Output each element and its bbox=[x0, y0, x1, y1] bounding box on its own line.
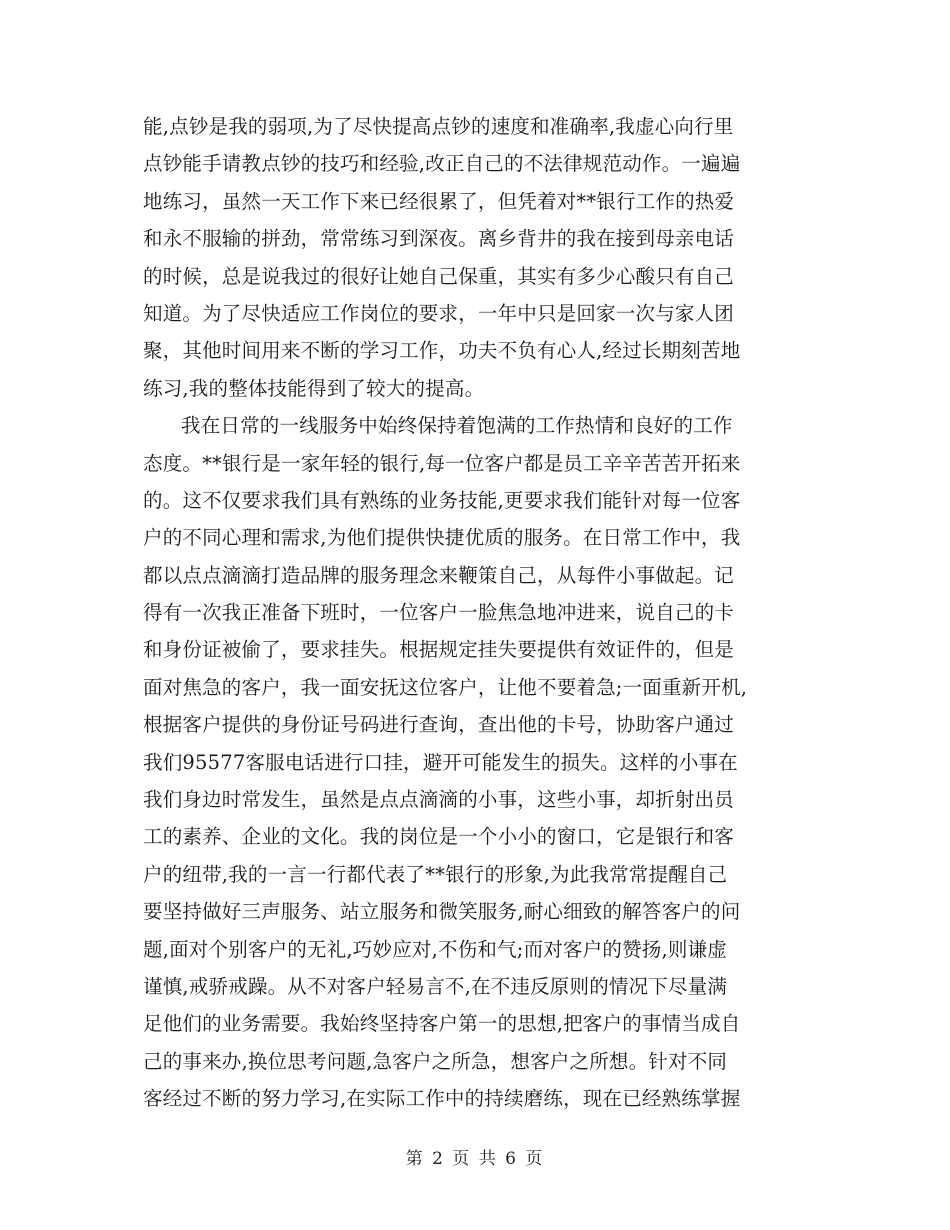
text-line: 我们95577客服电话进行口挂，避开可能发生的损失。这样的小事在 bbox=[143, 750, 738, 774]
text-line: 和身份证被偷了，要求挂失。根据规定挂失要提供有效证件的，但是 bbox=[143, 638, 735, 662]
text-line: 得有一次我正准备下班时，一位客户一脸焦急地冲进来，说自己的卡 bbox=[143, 601, 735, 625]
text-line: 户的纽带,我的一言一行都代表了**银行的形象,为此我常常提醒自己 bbox=[143, 862, 728, 886]
text-line: 知道。为了尽快适应工作岗位的要求，一年中只是回家一次与家人团 bbox=[143, 301, 735, 325]
text-line: 态度。**银行是一家年轻的银行,每一位客户都是员工辛辛苦苦开拓来 bbox=[143, 451, 741, 475]
text-line: 面对焦急的客户，我一面安抚这位客户，让他不要着急;一面重新开机, bbox=[143, 675, 748, 699]
text-line: 谨慎,戒骄戒躁。从不对客户轻易言不,在不违反原则的情况下尽量满 bbox=[143, 974, 728, 998]
text-line: 能,点钞是我的弱项,为了尽快提高点钞的速度和准确率,我虚心向行里 bbox=[143, 115, 734, 138]
text-line: 我在日常的一线服务中始终保持着饱满的工作热情和良好的工作 bbox=[181, 414, 733, 438]
text-line: 要坚持做好三声服务、站立服务和微笑服务,耐心细致的解答客户的问 bbox=[143, 900, 741, 924]
text-line: 和永不服输的拼劲，常常练习到深夜。离乡背井的我在接到母亲电话 bbox=[143, 227, 735, 251]
page-footer bbox=[0, 1144, 950, 1169]
text-line: 的。这不仅要求我们具有熟练的业务技能,更要求我们能针对每一位客 bbox=[143, 488, 741, 512]
text-line: 练习,我的整体技能得到了较大的提高。 bbox=[143, 376, 485, 400]
text-line: 的时候，总是说我过的很好让她自己保重，其实有多少心酸只有自己 bbox=[143, 264, 735, 288]
text-line: 我们身边时常发生，虽然是点点滴滴的小事，这些小事，却折射出员 bbox=[143, 788, 735, 812]
text-line: 己的事来办,换位思考问题,急客户之所急，想客户之所想。针对不同 bbox=[143, 1049, 728, 1073]
text-line: 地练习，虽然一天工作下来已经很累了，但凭着对**银行工作的热爱 bbox=[143, 189, 735, 213]
text-line: 根据客户提供的身份证号码进行查询，查出他的卡号，协助客户通过 bbox=[143, 713, 735, 737]
text-line: 聚，其他时间用来不断的学习工作，功夫不负有心人,经过长期刻苦地 bbox=[143, 339, 741, 363]
document-body bbox=[143, 108, 808, 1118]
text-line: 工的素养、企业的文化。我的岗位是一个小小的窗口，它是银行和客 bbox=[143, 825, 735, 849]
page-number-label: 第 2 页 共 6 页 bbox=[405, 1149, 545, 1169]
text-line: 题,面对个别客户的无礼,巧妙应对,不伤和气;而对客户的赞扬,则谦虚 bbox=[143, 937, 727, 961]
text-line: 户的不同心理和需求,为他们提供快捷优质的服务。在日常工作中，我 bbox=[143, 526, 741, 550]
text-line: 点钞能手请教点钞的技巧和经验,改正自己的不法律规范动作。一遍遍 bbox=[143, 152, 741, 176]
text-line: 客经过不断的努力学习,在实际工作中的持续磨练，现在已经熟练掌握 bbox=[143, 1087, 741, 1111]
text-line: 都以点点滴滴打造品牌的服务理念来鞭策自己，从每件小事做起。记 bbox=[143, 563, 735, 587]
text-line: 足他们的业务需要。我始终坚持客户第一的思想,把客户的事情当成自 bbox=[143, 1012, 741, 1036]
